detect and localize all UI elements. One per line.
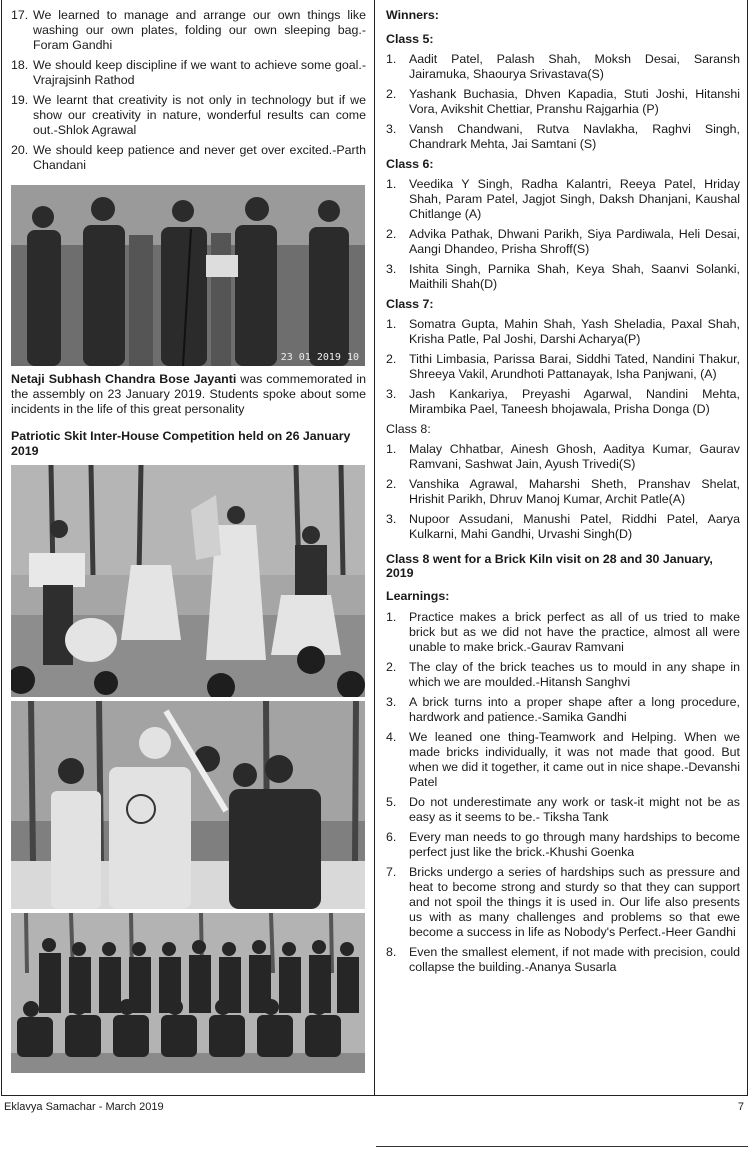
list-item: 4. We leaned one thing-Teamwork and Helping. When we made bricks individually, it was not made that good. But when we did it together, it came out in nice shape.-Devanshi Patel [386, 730, 740, 789]
list-item: 1. Practice makes a brick perfect as all of us tried to make brick but as we did not have the practice, almost all were unable to make brick.-Gaurav Ramvani [386, 610, 740, 654]
class-6-heading: Class 6: [386, 157, 434, 171]
list-item: 7. Bricks undergo a series of hardships such as pressure and heat to become strong and sturdy so that they can support and not spoil the things it is used in. Our life also presents us with as many challenges and problems so that ewe become a success in life as Nobody's Perfect.-Heer Gandhi [386, 865, 740, 939]
right-column [386, 8, 740, 980]
class-8-winners [386, 442, 740, 542]
left-learnings-list [11, 8, 366, 173]
skit-photo-1 [11, 465, 365, 697]
list-item: 20. We should keep patience and never get over excited.-Parth Chandani [11, 143, 366, 172]
class-6-winners [386, 177, 740, 292]
list-item: 5. Do not underestimate any work or task-it might not be as easy as it seems to be.- Tiksha Tank [386, 795, 740, 824]
list-item: 17. We learned to manage and arrange our own things like washing our own plates, folding our own sleeping bag.-Foram Gandhi [11, 8, 366, 52]
list-item: 3. Nupoor Assudani, Manushi Patel, Riddhi Patel, Aarya Kulkarni, Mahi Gandhi, Urvashi Singh(D) [386, 512, 740, 541]
learnings-heading: Learnings: [386, 589, 450, 603]
list-item: 2. Tithi Limbasia, Parissa Barai, Siddhi Tated, Nandini Thakur, Shreeya Vakil, Arundhoti Pattanayak, Isha Panjwani, (A) [386, 352, 740, 381]
photo-date-stamp: 23 01 2019 10 [280, 352, 359, 363]
brick-kiln-heading: Class 8 went for a Brick Kiln visit on 28 and 30 January, 2019 [386, 552, 713, 580]
list-item: 2. Vanshika Agrawal, Maharshi Sheth, Pranshav Shelat, Hrishit Parikh, Dhruv Manoj Kumar, Archit Patle(A) [386, 477, 740, 506]
list-item: 1. Malay Chhatbar, Ainesh Ghosh, Aaditya Kumar, Gaurav Ramvani, Sashwat Jain, Ayush Trivedi(S) [386, 442, 740, 471]
list-item: 3. Vansh Chandwani, Rutva Navlakha, Raghvi Singh, Chandrark Mehta, Jai Samtani (S) [386, 122, 740, 151]
class-5-heading: Class 5: [386, 32, 434, 46]
list-item: 1. Veedika Y Singh, Radha Kalantri, Reeya Patel, Hriday Shah, Param Patel, Jagjot Singh, Daksh Dhanjani, Kaushal Chitlange (A) [386, 177, 740, 221]
class-7-winners [386, 317, 740, 417]
list-item: 2. Yashank Buchasia, Dhven Kapadia, Stuti Joshi, Hitanshi Vora, Avikshit Chettiar, Pranshu Rajgarhia (P) [386, 87, 740, 116]
list-item: 1. Somatra Gupta, Mahin Shah, Yash Sheladia, Paxal Shah, Krisha Patle, Pal Joshi, Darshi Acharya(P) [386, 317, 740, 346]
class-8-heading: Class 8: [386, 422, 431, 436]
skit-heading: Patriotic Skit Inter-House Competition held on 26 January 2019 [11, 429, 351, 458]
list-item: 2. The clay of the brick teaches us to mould in any shape in which we are moulded.-Hitansh Sanghvi [386, 660, 740, 689]
list-item: 3. Ishita Singh, Parnika Shah, Keya Shah, Saanvi Solanki, Maithili Shah(D) [386, 262, 740, 291]
class-5-winners [386, 52, 740, 152]
list-item: 2. Advika Pathak, Dhwani Parikh, Siya Pardiwala, Heli Desai, Aangi Dhandeo, Prisha Shroff(S) [386, 227, 740, 256]
netaji-caption: Netaji Subhash Chandra Bose Jayanti was commemorated in the assembly on 23 January 2019. Students spoke about some incidents in the life of this great personality [11, 372, 366, 416]
netaji-assembly-photo [11, 185, 365, 366]
left-column [11, 8, 366, 1073]
skit-photo-2 [11, 701, 365, 909]
list-item: 6. Every man needs to go through many hardships to become perfect just like the brick.-Khushi Goenka [386, 830, 740, 859]
bottom-rule [376, 1146, 748, 1147]
list-item: 18. We should keep discipline if we want to achieve some goal.- Vrajrajsinh Rathod [11, 58, 366, 87]
column-divider [374, 0, 375, 1096]
list-item: 3. Jash Kankariya, Preyashi Agarwal, Nandini Mehta, Mirambika Pael, Taneesh bhojawala, Prisha Donga (D) [386, 387, 740, 416]
list-item: 8. Even the smallest element, if not made with precision, could collapse the building.-Ananya Susarla [386, 945, 740, 974]
list-item: 1. Aadit Patel, Palash Shah, Moksh Desai, Saransh Jairamuka, Shaourya Srivastava(S) [386, 52, 740, 81]
class-7-heading: Class 7: [386, 297, 434, 311]
winners-heading: Winners: [386, 8, 439, 22]
footer-publication: Eklavya Samachar - March 2019 [4, 1101, 164, 1113]
page-number: 7 [737, 1101, 744, 1113]
list-item: 3. A brick turns into a proper shape after a long procedure, hardwork and patience.-Samika Gandhi [386, 695, 740, 724]
list-item: 19. We learnt that creativity is not only in technology but if we show our creativity in nature, wonderful results can come out.-Shlok Agrawal [11, 93, 366, 137]
skit-group-photo [11, 913, 365, 1073]
brick-learnings-list [386, 610, 740, 975]
